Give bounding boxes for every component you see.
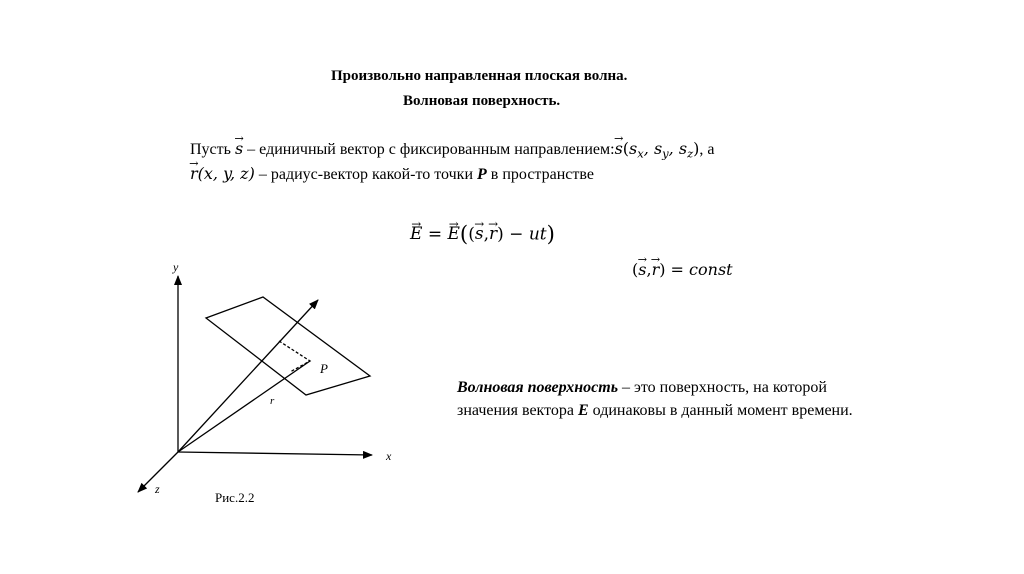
surface-formula: (→ s,→ r) = const <box>632 260 733 279</box>
vector-s-components: → s <box>615 139 623 158</box>
wave-formula: → E = → E((→ s,→ r) − ut) <box>410 222 555 247</box>
axis-z-label: z <box>155 482 160 496</box>
radius-vector-r <box>178 361 310 452</box>
radius-label: r <box>270 395 275 407</box>
title-line-2: Волновая поверхность. <box>403 93 561 109</box>
title-line-1: Произвольно направленная плоская волна. <box>331 68 628 84</box>
figure-caption: Рис.2.2 <box>215 490 255 505</box>
axis-y-label: y <box>173 260 179 274</box>
axis-x-label: x <box>386 449 392 463</box>
x-axis <box>178 452 372 455</box>
projection-dashes <box>279 341 310 372</box>
intro-line-1: Пусть → s – единичный вектор с фиксированным направлением:→ $s(s_x$, $s_y$, $s_z$), а <box>190 139 715 160</box>
intro-line-2: → r(x, y, z) – радиус-вектор какой-то точки P в пространстве <box>190 164 594 184</box>
definition-line-2: значения вектора E одинаковы в данный момент времени. <box>457 402 853 419</box>
wave-plane <box>206 297 370 395</box>
point-p-label: P <box>320 361 328 376</box>
vector-s-symbol: → s <box>235 139 243 158</box>
definition-term: Волновая поверхность <box>457 379 619 396</box>
vector-r-symbol: → r <box>190 164 198 183</box>
point-p: P <box>477 166 487 183</box>
definition-line-1: Волновая поверхность – это поверхность, на которой <box>457 379 827 396</box>
